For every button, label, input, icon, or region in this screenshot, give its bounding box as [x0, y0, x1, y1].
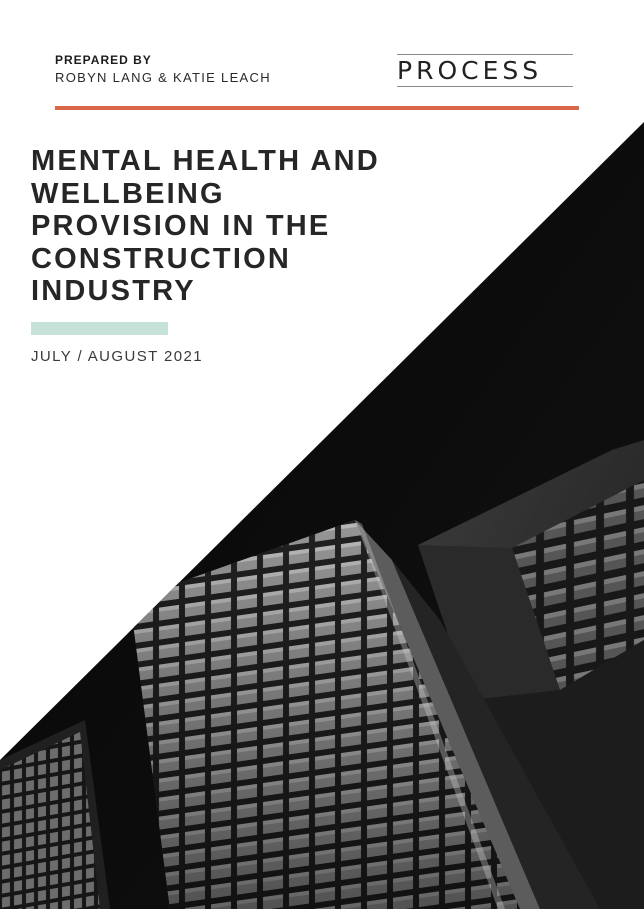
title-line-1: MENTAL HEALTH AND — [31, 145, 380, 177]
title-line-3: PROVISION IN THE — [31, 210, 331, 242]
process-logo — [397, 52, 577, 90]
mint-accent-bar — [31, 322, 168, 335]
logo-rule-bottom — [397, 86, 573, 87]
accent-divider — [55, 106, 579, 110]
prepared-by-block — [55, 53, 271, 86]
logo-rule-top — [397, 54, 573, 55]
report-date: JULY / AUGUST 2021 — [31, 348, 203, 365]
logo-wordmark: PROCESS — [397, 56, 543, 85]
title-line-4: CONSTRUCTION — [31, 242, 292, 275]
title-line-2: WELLBEING — [31, 177, 225, 210]
report-title — [31, 145, 451, 308]
title-line-5: INDUSTRY — [31, 275, 196, 307]
authors-names: ROBYN LANG & KATIE LEACH — [55, 70, 271, 85]
prepared-by-label: PREPARED BY — [55, 53, 152, 67]
